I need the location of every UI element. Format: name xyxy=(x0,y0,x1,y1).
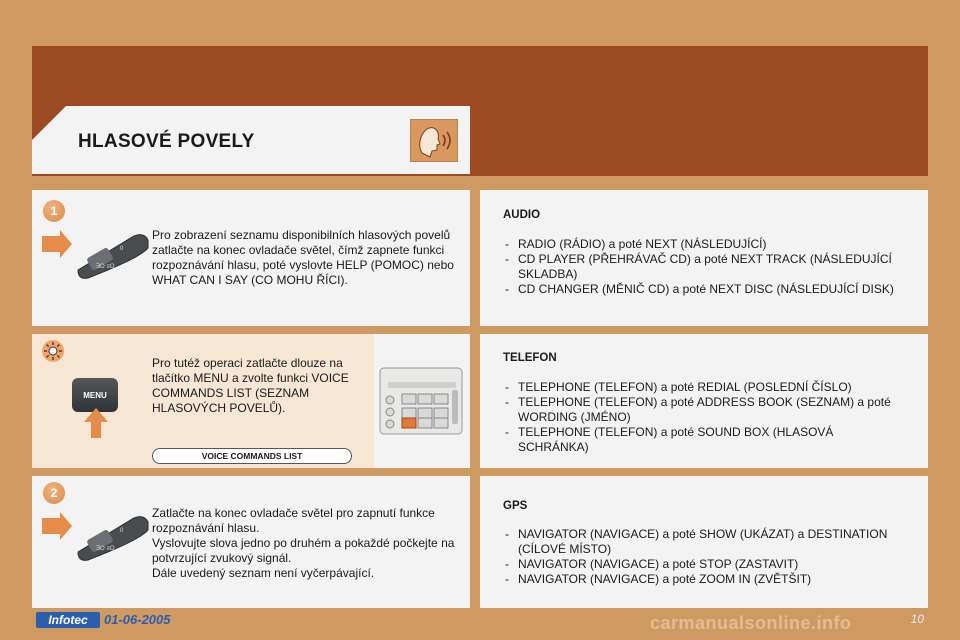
gps-title: GPS xyxy=(503,500,528,512)
gps-command-item: - NAVIGATOR (NAVIGACE) a poté STOP (ZASTAVIT) xyxy=(503,557,903,572)
telefon-title: TELEFON xyxy=(503,352,557,364)
audio-title: AUDIO xyxy=(503,209,541,221)
svg-text:ƎO ≡O: ƎO ≡O xyxy=(96,546,115,552)
footer-date: 01-06-2005 xyxy=(104,612,171,627)
gps-command-item: - NAVIGATOR (NAVIGACE) a poté ZOOM IN (ZVĚTŠIT) xyxy=(503,572,903,587)
menu-button[interactable] xyxy=(72,378,118,412)
telefon-command-item: - TELEPHONE (TELEFON) a poté REDIAL (POSLEDNÍ ČÍSLO) xyxy=(503,380,903,395)
watermark: carmanualsonline.info xyxy=(650,613,852,633)
title-card-corner xyxy=(32,106,66,140)
svg-text:0: 0 xyxy=(120,246,124,252)
light-stalk-illustration-2 xyxy=(40,504,152,564)
voice-commands-list-button[interactable]: VOICE COMMANDS LIST xyxy=(152,448,352,464)
step2-text: Zatlačte na konec ovladače světel pro zapnutí funkce rozpoznávání hlasu. Vyslovujte slova jedno po druhém a pokaždé počkejte na potvrzující zvukový signál. Dále uvedený seznam není vyčerpávající. xyxy=(152,506,455,580)
telefon-command-item: - TELEPHONE (TELEFON) a poté SOUND BOX (HLASOVÁ SCHRÁNKA) xyxy=(503,425,903,455)
step1-badge: 1 xyxy=(43,200,65,222)
audio-command-item: - CD CHANGER (MĚNIČ CD) a poté NEXT DISC (NÁSLEDUJÍCÍ DISK) xyxy=(503,282,903,297)
menu-button-label: MENU xyxy=(83,391,107,400)
audio-command-list xyxy=(503,237,903,297)
telefon-command-list xyxy=(503,380,903,455)
svg-text:0: 0 xyxy=(120,528,124,534)
light-stalk-illustration xyxy=(40,222,152,282)
svg-text:ƎO ≡O: ƎO ≡O xyxy=(96,264,115,270)
radio-panel-illustration xyxy=(378,362,466,438)
audio-command-item: - RADIO (RÁDIO) a poté NEXT (NÁSLEDUJÍCÍ) xyxy=(503,237,903,252)
gps-command-item: - NAVIGATOR (NAVIGACE) a poté SHOW (UKÁZAT) a DESTINATION (CÍLOVÉ MÍSTO) xyxy=(503,527,903,557)
infotec-logo: Infotec xyxy=(36,612,100,628)
step2-badge: 2 xyxy=(43,482,65,504)
audio-command-item: - CD PLAYER (PŘEHRÁVAČ CD) a poté NEXT TRACK (NÁSLEDUJÍCÍ SKLADBA) xyxy=(503,252,903,282)
page-number: 10 xyxy=(910,612,924,626)
tip-sun-icon xyxy=(42,340,64,362)
up-arrow-icon xyxy=(84,408,108,438)
voice-command-icon xyxy=(410,119,458,162)
step1-text: Pro zobrazení seznamu disponibilních hlasových povelů zatlačte na konec ovladače světel, čímž zapnete funkci rozpoznávání hlasu, poté vyslovte HELP (POMOC) nebo WHAT CAN I SAY (CO MOHU ŘÍCI). xyxy=(152,228,454,287)
gps-command-list xyxy=(503,527,903,587)
tip-text: Pro tutéž operaci zatlačte dlouze na tlačítko MENU a zvolte funkci VOICE COMMANDS LIST (SEZNAM HLASOVÝCH POVELŮ). xyxy=(152,356,349,415)
page-title: HLASOVÉ POVELY xyxy=(78,131,255,152)
telefon-command-item: - TELEPHONE (TELEFON) a poté ADDRESS BOOK (SEZNAM) a poté WORDING (JMÉNO) xyxy=(503,395,903,425)
